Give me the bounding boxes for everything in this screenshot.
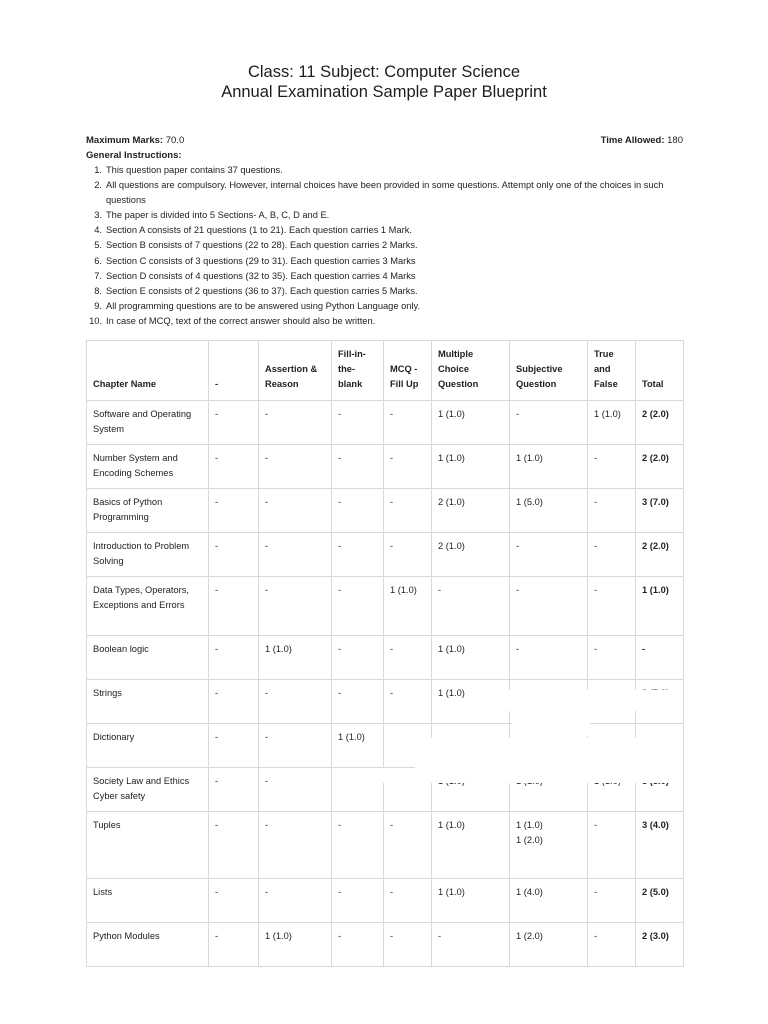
maximum-marks-value: 70.0 [165, 135, 185, 146]
instruction-item [86, 254, 683, 269]
title-line-blueprint: Annual Examination Sample Paper Blueprint [221, 83, 547, 101]
column-header: Subjective Question [510, 341, 588, 401]
table-cell: - [384, 401, 432, 445]
instruction-item [86, 299, 683, 314]
table-cell: - [384, 812, 432, 879]
table-cell: 1 (1.0) [384, 577, 432, 636]
table-cell: 1 (1.0) [432, 812, 510, 879]
instruction-text: All programming questions are to be answered using Python Language only. [106, 300, 421, 311]
marks-time-row [86, 133, 683, 148]
table-cell: - [209, 724, 259, 768]
table-cell: - [332, 401, 384, 445]
table-cell: - [259, 724, 332, 768]
table-cell: 2 (1.0) [432, 489, 510, 533]
total-cell: 2 (2.0) [636, 533, 684, 577]
instruction-item [86, 269, 683, 284]
table-cell: - [588, 636, 636, 680]
instruction-text: The paper is divided into 5 Sections- A, B, C, D and E. [106, 210, 330, 221]
table-row [87, 577, 684, 636]
table-cell: - [510, 533, 588, 577]
table-cell: - [209, 489, 259, 533]
table-cell: - [332, 445, 384, 489]
table-cell: - [384, 680, 432, 724]
instruction-number: 5. [94, 240, 102, 251]
time-allowed-value: 180 [667, 135, 683, 146]
column-header: Assertion & Reason [259, 341, 332, 401]
instruction-text: This question paper contains 37 questions. [106, 165, 283, 175]
instruction-text: Section A consists of 21 questions (1 to 21). Each question carries 1 Mark. [106, 225, 412, 236]
chapter-name-cell: Number System and Encoding Schemes [87, 445, 209, 489]
total-cell: 2 (2.0) [636, 445, 684, 489]
table-cell: - [332, 812, 384, 879]
table-cell: 1 (1.0) [432, 445, 510, 489]
table-cell: - [384, 489, 432, 533]
total-cell: 3 (7.0) [636, 489, 684, 533]
table-cell: - [588, 489, 636, 533]
time-allowed [601, 133, 683, 148]
table-row [87, 636, 684, 680]
table-cell: - [510, 636, 588, 680]
chapter-name-cell: Data Types, Operators, Exceptions and Errors [87, 577, 209, 636]
table-cell: - [209, 401, 259, 445]
table-cell: - [209, 879, 259, 923]
total-cell: - [636, 636, 684, 680]
table-cell: - [384, 445, 432, 489]
instruction-number: 8. [94, 285, 102, 296]
table-cell: - [209, 923, 259, 967]
chapter-name-cell: Tuples [87, 812, 209, 879]
maximum-marks [86, 133, 184, 148]
table-cell: - [259, 680, 332, 724]
column-header: MCQ - Fill Up [384, 341, 432, 401]
instruction-item [86, 208, 683, 223]
table-cell: - [259, 445, 332, 489]
table-cell: - [209, 577, 259, 636]
instruction-number: 3. [94, 210, 102, 221]
table-cell: - [588, 812, 636, 879]
instruction-number: 4. [94, 225, 102, 236]
column-header: Chapter Name [87, 341, 209, 401]
table-cell: - [384, 533, 432, 577]
table-cell: 1 (1.0) [432, 401, 510, 445]
table-cell: 1 (5.0) [510, 489, 588, 533]
instruction-item [86, 223, 683, 238]
chapter-name-cell: Software and Operating System [87, 401, 209, 445]
column-header: Multiple Choice Question [432, 341, 510, 401]
table-cell: 1 (1.0) [510, 445, 588, 489]
instruction-item [86, 314, 683, 329]
table-cell: - [510, 401, 588, 445]
instruction-text: Section D consists of 4 questions (32 to 35). Each question carries 4 Marks [106, 270, 416, 281]
instruction-item [86, 284, 683, 299]
table-row [87, 879, 684, 923]
time-allowed-label: Time Allowed: [600, 135, 665, 146]
table-cell: - [510, 577, 588, 636]
table-cell: - [384, 923, 432, 967]
table-cell: - [209, 533, 259, 577]
table-row [87, 489, 684, 533]
blank-patch [415, 738, 683, 783]
table-cell: - [588, 923, 636, 967]
instruction-text: Section E consists of 2 questions (36 to 37). Each question carries 5 Marks. [106, 285, 418, 296]
table-cell: 1 (1.0) 1 (2.0) [510, 812, 588, 879]
instruction-text: Section B consists of 7 questions (22 to 28). Each question carries 2 Marks. [106, 240, 418, 251]
table-cell: - [259, 533, 332, 577]
chapter-name-cell: Society Law and Ethics Cyber safety [87, 768, 209, 812]
table-cell: - [209, 636, 259, 680]
column-header: - [209, 341, 259, 401]
table-cell: - [332, 680, 384, 724]
table-cell: - [588, 879, 636, 923]
instructions-heading: General Instructions: [86, 150, 182, 161]
document-title [0, 62, 768, 102]
total-cell: 2 (2.0) [636, 401, 684, 445]
total-cell: 1 (1.0) [636, 577, 684, 636]
table-cell: 1 (2.0) [510, 923, 588, 967]
table-cell: - [588, 445, 636, 489]
table-cell: - [332, 923, 384, 967]
instruction-number: 7. [94, 270, 102, 281]
instruction-item [86, 178, 683, 208]
chapter-name-cell: Strings [87, 680, 209, 724]
column-header: True and False [588, 341, 636, 401]
table-cell: - [259, 577, 332, 636]
table-row [87, 812, 684, 879]
table-cell: - [588, 533, 636, 577]
table-cell: - [209, 812, 259, 879]
table-cell: - [332, 879, 384, 923]
instruction-item [86, 238, 683, 253]
table-cell: - [259, 401, 332, 445]
instruction-text: In case of MCQ, text of the correct answer should also be written. [106, 315, 376, 326]
table-cell: - [332, 489, 384, 533]
instructions-list [86, 163, 683, 329]
table-cell: - [384, 879, 432, 923]
table-cell: - [332, 636, 384, 680]
chapter-name-cell: Python Modules [87, 923, 209, 967]
total-cell: 2 (5.0) [636, 879, 684, 923]
table-cell: - [332, 533, 384, 577]
table-header-row [87, 341, 684, 401]
column-header: Total [636, 341, 684, 401]
instruction-number: 6. [94, 255, 102, 266]
table-cell: 1 (1.0) [432, 636, 510, 680]
table-cell: 1 (4.0) [510, 879, 588, 923]
table-row [87, 533, 684, 577]
title-line-class-subject: Class: 11 Subject: Computer Science [247, 63, 521, 81]
table-cell: 1 (1.0) [259, 923, 332, 967]
chapter-name-cell: Dictionary [87, 724, 209, 768]
blueprint-table [86, 340, 684, 967]
total-cell: 3 (4.0) [636, 812, 684, 879]
instruction-text: All questions are compulsory. However, internal choices have been provided in some questions. Attempt only one of the choices in such questions [106, 180, 664, 206]
instruction-text: Section C consists of 3 questions (29 to 31). Each question carries 3 Marks [106, 255, 416, 266]
table-cell: 2 (1.0) [432, 533, 510, 577]
chapter-name-cell: Basics of Python Programming [87, 489, 209, 533]
instruction-item [86, 163, 683, 178]
table-row [87, 923, 684, 967]
table-cell: 1 (1.0) [432, 879, 510, 923]
maximum-marks-label: Maximum Marks: [86, 135, 164, 146]
table-cell: 1 (1.0) [332, 724, 384, 768]
chapter-name-cell: Boolean logic [87, 636, 209, 680]
table-body [87, 401, 684, 967]
table-cell: - [332, 577, 384, 636]
exam-meta [86, 133, 683, 329]
table-cell: - [384, 636, 432, 680]
instruction-number: 1. [94, 165, 102, 175]
table-cell: - [588, 577, 636, 636]
instruction-number: 10. [89, 315, 102, 326]
table-row [87, 445, 684, 489]
column-header: Fill-in-the-blank [332, 341, 384, 401]
table-cell: - [209, 768, 259, 812]
instruction-number: 2. [94, 180, 102, 191]
table-cell: - [432, 577, 510, 636]
table-cell: - [259, 489, 332, 533]
table-row [87, 401, 684, 445]
table-cell: - [259, 879, 332, 923]
instruction-number: 9. [94, 300, 102, 311]
blank-patch [336, 768, 416, 783]
chapter-name-cell: Introduction to Problem Solving [87, 533, 209, 577]
blank-patch [512, 690, 590, 736]
table-cell: 1 (1.0) [259, 636, 332, 680]
table-cell: - [209, 445, 259, 489]
table-cell: - [432, 923, 510, 967]
table-cell: - [259, 768, 332, 812]
table-cell: 1 (1.0) [588, 401, 636, 445]
table-cell: - [209, 680, 259, 724]
table-cell: - [259, 812, 332, 879]
chapter-name-cell: Lists [87, 879, 209, 923]
table-cell: 1 (1.0) [432, 680, 510, 724]
total-cell: 2 (3.0) [636, 923, 684, 967]
